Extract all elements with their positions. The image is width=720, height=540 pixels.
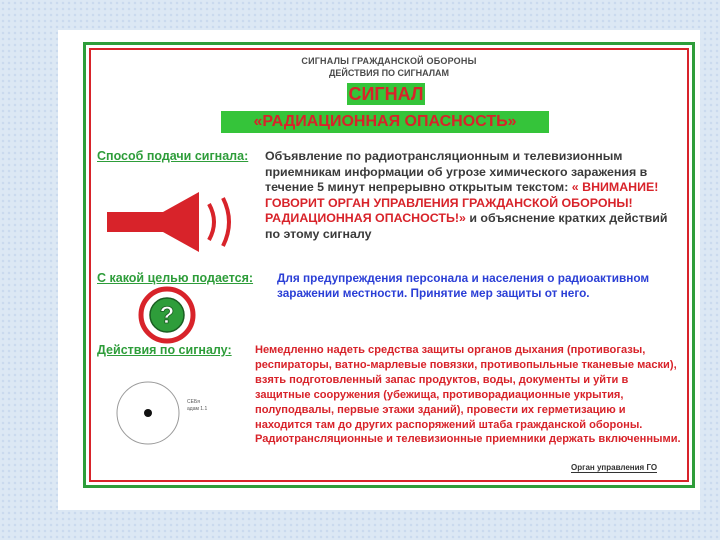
dial-label-1: СЕБя — [187, 399, 200, 405]
header-line-2: ДЕЙСТВИЯ ПО СИГНАЛАМ — [328, 68, 450, 78]
method-text-red: « ВНИМАНИЕ! ГОВОРИТ ОРГАН УПРАВЛЕНИЯ ГРАЖДАНСКОЙ ОБОРОНЫ! РАДИАЦИОННАЯ ОПАСНОСТЬ!» — [265, 180, 659, 226]
question-mark-icon — [138, 286, 196, 344]
actions-text: Немедленно надеть средства защиты органов дыхания (противогазы, респираторы, ватно-марлевые повязки, противопыльные тканевые маски), взять подготовленный запас продуктов, воды, документы и уйти в защитные сооружения (убежища, противорадиационные укрытия, полуподвалы, первые этажи зданий), провести их герметизацию и находится там до других распоряжений штаба гражданской обороны. Радиотрансляционные и телевизионные приемники держать включенными. — [255, 344, 681, 446]
radio-dial-icon — [115, 380, 181, 446]
method-text-after: и объяснение кратких действий по этому сигналу — [265, 211, 668, 241]
purpose-label: С какой целью подается: — [97, 271, 254, 285]
header-line-1: СИГНАЛЫ ГРАЖДАНСКОЙ ОБОРОНЫ — [301, 56, 477, 66]
method-text — [265, 149, 685, 243]
poster-inner-border — [89, 48, 689, 482]
poster — [83, 42, 695, 488]
svg-text:?: ? — [159, 302, 175, 329]
actions-label: Действия по сигналу: — [97, 343, 232, 357]
signal-name: «РАДИАЦИОННАЯ ОПАСНОСТЬ» — [221, 111, 549, 133]
slide — [58, 30, 700, 510]
footer-signature: Орган управления ГО — [571, 463, 658, 472]
method-text-before: Объявление по радиотрансляционным и телевизионным приемникам информации об угрозе химического заражения в течение 5 минут непрерывно открытым текстом: — [265, 149, 648, 195]
signal-title: СИГНАЛ — [348, 84, 424, 104]
purpose-text: Для предупреждения персонала и населения о радиоактивном заражении местности. Принятие мер защиты от него. — [277, 271, 650, 300]
dial-label-2: адам 1.1 — [187, 406, 208, 412]
method-label: Способ подачи сигнала: — [97, 149, 249, 163]
loudspeaker-icon — [107, 190, 237, 254]
